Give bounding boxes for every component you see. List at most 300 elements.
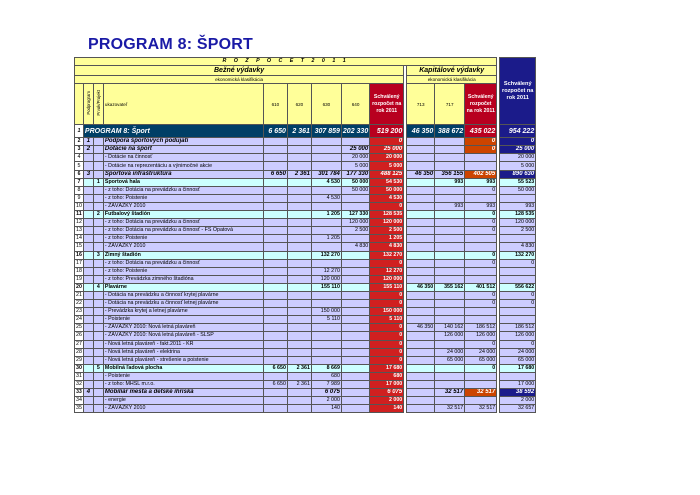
- cell-630: 4 530: [311, 178, 341, 186]
- cell-prvok: 4: [93, 283, 103, 291]
- row-number: 8: [75, 186, 84, 194]
- table-row: [75, 308, 536, 316]
- kapitalove-header: Kapitálové výdavky: [407, 66, 497, 76]
- row-number: 4: [75, 154, 84, 162]
- table-row: [75, 372, 536, 380]
- cell-bv-total: 6 075: [370, 389, 404, 397]
- cell-podprogram: [83, 154, 93, 162]
- cell-kv-total: 993: [465, 178, 497, 186]
- cell-kv-total: [465, 381, 497, 389]
- cell-podprogram: [83, 178, 93, 186]
- cell-717: [435, 211, 465, 219]
- cell-label: Futbalový štadión: [103, 211, 263, 219]
- col-630: 630: [311, 84, 341, 125]
- cell-bv-total: 0: [370, 259, 404, 267]
- cell-grand-total: 20 000: [500, 154, 536, 162]
- cell-640: [341, 235, 369, 243]
- cell-label: - z toho: Poistenie: [103, 235, 263, 243]
- col-717: 717: [435, 84, 465, 125]
- cell-podprogram: [83, 227, 93, 235]
- cell-717: 356 155: [435, 170, 465, 178]
- cell-prvok: [93, 154, 103, 162]
- cell-podprogram: [83, 259, 93, 267]
- cell-640: [341, 332, 369, 340]
- cell-630: 5 110: [311, 316, 341, 324]
- cell-bv-total: 150 000: [370, 308, 404, 316]
- col-620: 620: [287, 84, 311, 125]
- cell-630: [311, 259, 341, 267]
- cell-620: [287, 235, 311, 243]
- cell-bv-total: 120 000: [370, 219, 404, 227]
- cell-kv-total: [465, 243, 497, 251]
- cell-630: [311, 332, 341, 340]
- cell-podprogram: [83, 267, 93, 275]
- cell-prvok: [93, 243, 103, 251]
- cell-kv-total: 0: [465, 300, 497, 308]
- cell-713: 46 350: [407, 170, 435, 178]
- cell-grand-total: 5 000: [500, 162, 536, 170]
- cell-640: 4 830: [341, 243, 369, 251]
- cell-prvok: [93, 186, 103, 194]
- cell-713: [407, 162, 435, 170]
- cell-label: - Dotácie na činnosť: [103, 154, 263, 162]
- cell-grand-total: 38 592: [500, 389, 536, 397]
- cell-717: [435, 259, 465, 267]
- cell-717: [435, 372, 465, 380]
- cell-717: 32 517: [435, 389, 465, 397]
- cell-label: - ZÁVÄZKY 2010: [103, 202, 263, 210]
- cell-610: [263, 138, 287, 146]
- cell-grand-total: 120 000: [500, 219, 536, 227]
- cell-620: [287, 251, 311, 259]
- col-640: 640: [341, 84, 369, 125]
- cell-640: 50 000: [341, 186, 369, 194]
- cell-620: 2 361: [287, 364, 311, 372]
- cell-717: [435, 291, 465, 299]
- cell-610: [263, 300, 287, 308]
- cell-grand-total: 32 657: [500, 405, 536, 413]
- cell-prvok: [93, 356, 103, 364]
- cell-610: 6 650: [263, 125, 287, 138]
- bv-header: Schválený rozpočet na rok 2011: [370, 84, 404, 125]
- cell-713: [407, 235, 435, 243]
- cell-610: [263, 154, 287, 162]
- cell-717: [435, 154, 465, 162]
- cell-kv-total: 0: [465, 219, 497, 227]
- cell-kv-total: [465, 194, 497, 202]
- cell-717: [435, 186, 465, 194]
- row-number: 16: [76, 251, 82, 258]
- table-row: [75, 397, 536, 405]
- total-header: Schválený rozpočet na rok 2011: [500, 58, 536, 125]
- cell-podprogram: [83, 162, 93, 170]
- cell-grand-total: 55 523: [500, 178, 536, 186]
- row-number: 7: [75, 178, 84, 186]
- cell-grand-total: 0: [500, 138, 536, 146]
- table-row: [75, 405, 536, 413]
- cell-640: [341, 300, 369, 308]
- cell-640: 5 000: [341, 162, 369, 170]
- cell-610: [263, 235, 287, 243]
- col-prvok: Prvok/Projekt: [95, 90, 101, 116]
- cell-grand-total: 954 222: [500, 125, 536, 138]
- cell-podprogram: [83, 275, 93, 283]
- row-number: 30: [76, 364, 82, 371]
- cell-label: - Dotácia na prevádzku a činnosť letnej plavárne: [103, 300, 263, 308]
- cell-podprogram: 3: [83, 170, 93, 178]
- ek-klas-bezne: ekonomická klasifikácia: [75, 76, 404, 84]
- cell-610: [263, 397, 287, 405]
- cell-610: [263, 275, 287, 283]
- table-row: [75, 283, 536, 291]
- cell-620: [287, 340, 311, 348]
- cell-podprogram: [83, 211, 93, 219]
- cell-prvok: [93, 300, 103, 308]
- cell-610: [263, 324, 287, 332]
- cell-610: [263, 243, 287, 251]
- cell-713: [407, 275, 435, 283]
- cell-713: [407, 308, 435, 316]
- cell-label: - z toho: Poistenie: [103, 267, 263, 275]
- cell-label: - Prevádzka krytej a letnej plavárne: [103, 308, 263, 316]
- cell-prvok: [93, 267, 103, 275]
- cell-label: - ZÁVÄZKY 2010: Nová letná plaváreň: [103, 324, 263, 332]
- cell-kv-total: 401 512: [465, 283, 497, 291]
- cell-label: - z toho: Prevádzka zimného štadióna: [103, 275, 263, 283]
- cell-grand-total: [500, 235, 536, 243]
- cell-717: 993: [435, 178, 465, 186]
- cell-717: [435, 146, 465, 154]
- cell-bv-total: 0: [370, 324, 404, 332]
- cell-630: [311, 186, 341, 194]
- col-podprogram: Podprogram: [85, 91, 91, 116]
- cell-610: [263, 372, 287, 380]
- cell-label: - ZÁVÄZKY 2010: Nová letná plaváreň - SLSP: [103, 332, 263, 340]
- cell-label: Zimný štadión: [103, 251, 263, 259]
- cell-prvok: [93, 324, 103, 332]
- cell-prvok: [93, 146, 103, 154]
- cell-podprogram: [83, 283, 93, 291]
- cell-grand-total: 0: [500, 300, 536, 308]
- cell-717: 388 672: [435, 125, 465, 138]
- cell-label: - z toho: Dotácia na prevádzku a činnosť: [103, 186, 263, 194]
- table-row: [75, 227, 536, 235]
- cell-630: 12 270: [311, 267, 341, 275]
- cell-prvok: [93, 194, 103, 202]
- cell-620: [287, 283, 311, 291]
- cell-713: [407, 219, 435, 227]
- row-number: 19: [76, 275, 82, 282]
- cell-bv-total: 54 530: [370, 178, 404, 186]
- cell-610: [263, 348, 287, 356]
- cell-bv-total: 0: [370, 291, 404, 299]
- cell-717: 993: [435, 202, 465, 210]
- cell-620: [287, 356, 311, 364]
- cell-717: [435, 194, 465, 202]
- cell-prvok: [93, 340, 103, 348]
- cell-630: 307 859: [311, 125, 341, 138]
- col-ukazovatel: ukazovateľ: [103, 84, 263, 125]
- cell-610: [263, 308, 287, 316]
- cell-podprogram: [83, 251, 93, 259]
- cell-label: - Nová letná plaváreň - strešenie a poistenie: [103, 356, 263, 364]
- cell-620: [287, 397, 311, 405]
- table-row: [75, 300, 536, 308]
- cell-grand-total: 128 535: [500, 211, 536, 219]
- cell-640: 25 000: [341, 146, 369, 154]
- cell-podprogram: [83, 291, 93, 299]
- row-number: 15: [76, 243, 82, 250]
- cell-713: [407, 340, 435, 348]
- cell-640: [341, 259, 369, 267]
- cell-630: 6 075: [311, 389, 341, 397]
- cell-podprogram: [83, 405, 93, 413]
- cell-713: [407, 194, 435, 202]
- cell-640: [341, 251, 369, 259]
- cell-620: [287, 259, 311, 267]
- cell-bv-total: 0: [370, 340, 404, 348]
- table-row: [75, 356, 536, 364]
- cell-kv-total: 0: [465, 291, 497, 299]
- cell-label: Športová infraštruktúra: [103, 170, 263, 178]
- cell-717: [435, 235, 465, 243]
- rozpocet-banner: R O Z P O Č E T 2 0 1 1: [75, 58, 497, 66]
- cell-610: [263, 259, 287, 267]
- cell-630: 4 530: [311, 194, 341, 202]
- cell-713: [407, 211, 435, 219]
- table-row: [75, 364, 536, 372]
- cell-630: [311, 348, 341, 356]
- cell-podprogram: [83, 202, 93, 210]
- cell-label: Dotácie na šport: [103, 146, 263, 154]
- cell-grand-total: 2 500: [500, 227, 536, 235]
- cell-grand-total: 890 630: [500, 170, 536, 178]
- cell-prvok: [93, 291, 103, 299]
- cell-630: 140: [311, 405, 341, 413]
- cell-label: - Dotácia na prevádzku a činnosť krytej plavárne: [103, 291, 263, 299]
- cell-grand-total: 4 830: [500, 243, 536, 251]
- cell-640: [341, 324, 369, 332]
- cell-bv-total: 140: [370, 405, 404, 413]
- cell-713: [407, 405, 435, 413]
- cell-podprogram: [83, 356, 93, 364]
- cell-640: [341, 291, 369, 299]
- cell-podprogram: 4: [83, 389, 93, 397]
- cell-620: [287, 300, 311, 308]
- cell-630: [311, 162, 341, 170]
- cell-620: [287, 138, 311, 146]
- cell-620: [287, 194, 311, 202]
- cell-610: [263, 162, 287, 170]
- cell-podprogram: [83, 219, 93, 227]
- cell-640: [341, 202, 369, 210]
- cell-620: 2 361: [287, 125, 311, 138]
- cell-label: Podpora športových podujatí: [103, 138, 263, 146]
- row-number: 13: [76, 227, 82, 234]
- cell-prvok: 1: [93, 178, 103, 186]
- cell-717: [435, 340, 465, 348]
- cell-kv-total: [465, 372, 497, 380]
- row-number: 24: [76, 316, 82, 323]
- cell-713: 46 350: [407, 283, 435, 291]
- cell-grand-total: [500, 372, 536, 380]
- cell-podprogram: [83, 316, 93, 324]
- cell-630: [311, 227, 341, 235]
- row-number: 29: [76, 356, 82, 363]
- cell-prvok: [93, 162, 103, 170]
- cell-grand-total: 2 000: [500, 397, 536, 405]
- cell-bv-total: 0: [370, 356, 404, 364]
- table-row: [75, 381, 536, 389]
- cell-kv-total: [465, 397, 497, 405]
- cell-prvok: [93, 372, 103, 380]
- row-number: 11: [76, 211, 82, 218]
- cell-bv-total: 680: [370, 372, 404, 380]
- cell-kv-total: 32 517: [465, 405, 497, 413]
- cell-640: 2 500: [341, 227, 369, 235]
- cell-620: [287, 389, 311, 397]
- row-number: 1: [75, 125, 84, 138]
- row-number: 18: [76, 267, 82, 274]
- cell-label: - energie: [103, 397, 263, 405]
- cell-610: [263, 202, 287, 210]
- row-number: 28: [76, 348, 82, 355]
- cell-610: [263, 389, 287, 397]
- cell-kv-total: [465, 154, 497, 162]
- cell-713: [407, 243, 435, 251]
- cell-640: [341, 397, 369, 405]
- cell-610: [263, 219, 287, 227]
- table-row: [75, 146, 536, 154]
- cell-label: - Poistenie: [103, 316, 263, 324]
- cell-713: [407, 259, 435, 267]
- cell-630: [311, 356, 341, 364]
- cell-610: [263, 332, 287, 340]
- cell-podprogram: 2: [83, 146, 93, 154]
- cell-630: [311, 219, 341, 227]
- cell-label: Mobilná ľadová plocha: [103, 364, 263, 372]
- cell-620: [287, 316, 311, 324]
- cell-713: [407, 186, 435, 194]
- cell-grand-total: [500, 316, 536, 324]
- cell-713: [407, 389, 435, 397]
- cell-713: 46 350: [407, 125, 435, 138]
- table-row: [75, 348, 536, 356]
- row-number: 32: [76, 381, 82, 388]
- cell-podprogram: [83, 332, 93, 340]
- cell-grand-total: 126 000: [500, 332, 536, 340]
- cell-bv-total: 4 530: [370, 194, 404, 202]
- cell-bv-total: 155 110: [370, 283, 404, 291]
- cell-grand-total: [500, 267, 536, 275]
- cell-label: - z toho: Dotácia na prevádzku a činnosť - FŠ Opatová: [103, 227, 263, 235]
- table-row: [75, 243, 536, 251]
- cell-630: [311, 300, 341, 308]
- cell-717: [435, 300, 465, 308]
- cell-kv-total: 0: [465, 211, 497, 219]
- cell-bv-total: 519 200: [370, 125, 404, 138]
- cell-620: [287, 332, 311, 340]
- cell-717: [435, 219, 465, 227]
- cell-640: [341, 381, 369, 389]
- cell-713: [407, 356, 435, 364]
- table-row: [75, 170, 536, 178]
- cell-630: 120 000: [311, 275, 341, 283]
- cell-grand-total: 17 000: [500, 381, 536, 389]
- cell-717: 140 162: [435, 324, 465, 332]
- cell-prvok: [93, 332, 103, 340]
- cell-640: [341, 364, 369, 372]
- cell-prvok: [93, 259, 103, 267]
- cell-610: 6 650: [263, 381, 287, 389]
- row-number: 34: [76, 397, 82, 404]
- cell-620: [287, 405, 311, 413]
- cell-713: [407, 227, 435, 235]
- cell-prvok: [93, 138, 103, 146]
- cell-630: 301 784: [311, 170, 341, 178]
- cell-717: 355 162: [435, 283, 465, 291]
- cell-630: 7 989: [311, 381, 341, 389]
- cell-grand-total: 556 622: [500, 283, 536, 291]
- cell-bv-total: 0: [370, 202, 404, 210]
- table-row: [75, 219, 536, 227]
- cell-620: [287, 162, 311, 170]
- row-number: 22: [76, 300, 82, 307]
- cell-620: [287, 211, 311, 219]
- cell-kv-total: 0: [465, 227, 497, 235]
- cell-630: [311, 340, 341, 348]
- cell-620: [287, 348, 311, 356]
- cell-640: [341, 340, 369, 348]
- table-row: [75, 291, 536, 299]
- row-number: 35: [76, 405, 82, 412]
- cell-717: [435, 227, 465, 235]
- cell-610: [263, 356, 287, 364]
- cell-713: [407, 372, 435, 380]
- row-number: 21: [76, 292, 82, 299]
- cell-713: [407, 267, 435, 275]
- table-row: [75, 154, 536, 162]
- cell-prvok: [93, 275, 103, 283]
- cell-bv-total: 0: [370, 300, 404, 308]
- cell-640: [341, 348, 369, 356]
- cell-630: [311, 291, 341, 299]
- cell-kv-total: [465, 235, 497, 243]
- cell-kv-total: 186 512: [465, 324, 497, 332]
- table-row: [75, 332, 536, 340]
- cell-640: [341, 138, 369, 146]
- cell-640: 20 000: [341, 154, 369, 162]
- cell-640: [341, 267, 369, 275]
- cell-grand-total: 132 270: [500, 251, 536, 259]
- cell-podprogram: [83, 300, 93, 308]
- cell-prvok: [93, 397, 103, 405]
- cell-610: [263, 316, 287, 324]
- cell-620: [287, 186, 311, 194]
- cell-bv-total: 50 000: [370, 186, 404, 194]
- cell-label: - Dotácie na reprezentáciu a výnimočné akcie: [103, 162, 263, 170]
- cell-713: [407, 178, 435, 186]
- cell-630: [311, 243, 341, 251]
- cell-kv-total: 0: [465, 138, 497, 146]
- cell-640: [341, 405, 369, 413]
- cell-bv-total: 2 000: [370, 397, 404, 405]
- cell-kv-total: 0: [465, 364, 497, 372]
- cell-label: - ZÁVÄZKY 2010: [103, 243, 263, 251]
- cell-717: [435, 397, 465, 405]
- cell-610: [263, 178, 287, 186]
- table-row: [75, 316, 536, 324]
